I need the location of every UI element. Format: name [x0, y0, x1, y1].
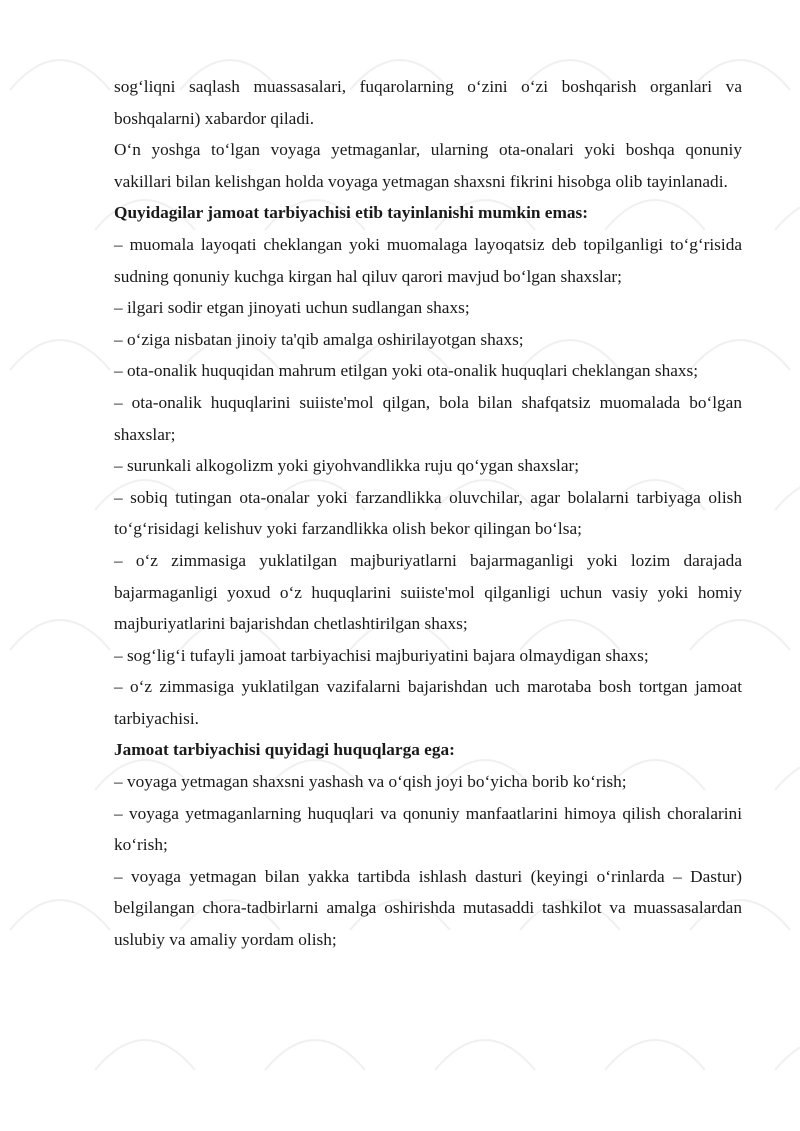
watermark-stroke [605, 1040, 705, 1070]
list-item-right: – voyaga yetmaganlarning huquqlari va qonuniy manfaatlarini himoya qilish choralarini ko‘rish; [114, 803, 742, 855]
paragraph-age-ten-consent: O‘n yoshga to‘lgan voyaga yetmaganlar, ularning ota-onalari yoki boshqa qonuniy vakillari bilan kelishgan holda voyaga yetmagan shaxsni fikrini hisobga olib tayinlanadi. [114, 140, 742, 191]
heading-tutor-rights: Jamoat tarbiyachisi quyidagi huquqlarga ega: [114, 740, 455, 760]
watermark-stroke [775, 200, 800, 230]
watermark-stroke [10, 60, 110, 90]
list-item-ineligible: – o‘ziga nisbatan jinoiy ta'qib amalga oshirilayotgan shaxs; [114, 329, 524, 349]
list-item-right: – voyaga yetmagan bilan yakka tartibda ishlash dasturi (keyingi o‘rinlarda – Dastur) belgilangan chora-tadbirlarni amalga oshirishda mutasaddi tashkilot va muassasalardan uslubiy va amaliy yordam olish; [114, 866, 742, 950]
heading-ineligible-persons: Quyidagilar jamoat tarbiyachisi etib tayinlanishi mumkin emas: [114, 203, 588, 223]
watermark-stroke [265, 1040, 365, 1070]
watermark-stroke [10, 620, 110, 650]
list-item-ineligible: – ota-onalik huquqidan mahrum etilgan yoki ota-onalik huquqlari cheklangan shaxs; [114, 361, 699, 381]
list-item-ineligible: – o‘z zimmasiga yuklatilgan majburiyatlarni bajarmaganligi yoki lozim darajada bajarmaganligi yoxud o‘z huquqlarini suiiste'mol qilganligi uchun vasiy yoki homiy majburiyatlarini bajarishdan chetlashtirilgan shaxs; [114, 550, 742, 634]
watermark-stroke [775, 760, 800, 790]
list-item-ineligible: – ilgari sodir etgan jinoyati uchun sudlangan shaxs; [114, 298, 470, 318]
watermark-stroke [10, 900, 110, 930]
list-item-ineligible: – ota-onalik huquqlarini suiiste'mol qilgan, bola bilan shafqatsiz muomalada bo‘lgan shaxslar; [114, 392, 742, 444]
watermark-stroke [435, 1040, 535, 1070]
list-item-ineligible: – o‘z zimmasiga yuklatilgan vazifalarni bajarishdan uch marotaba bosh tortgan jamoat tarbiyachisi. [114, 677, 742, 728]
list-item-ineligible: – sobiq tutingan ota-onalar yoki farzandlikka oluvchilar, agar bolalarni tarbiyaga olish to‘g‘risidagi kelishuv yoki farzandlikka olish bekor qilingan bo‘lsa; [114, 487, 742, 539]
paragraph-notification-end: sog‘liqni saqlash muassasalari, fuqarolarning o‘zini o‘zi boshqarish organlari va boshqalarni) xabardor qiladi. [114, 77, 742, 128]
watermark-stroke [775, 480, 800, 510]
watermark-stroke [10, 340, 110, 370]
list-item-ineligible: – sog‘lig‘i tufayli jamoat tarbiyachisi majburiyatini bajara olmaydigan shaxs; [114, 645, 649, 665]
document-page [114, 71, 742, 956]
watermark-stroke [95, 1040, 195, 1070]
watermark-stroke [775, 1040, 800, 1070]
list-item-ineligible: – muomala layoqati cheklangan yoki muomalaga layoqatsiz deb topilganligi to‘g‘risida sudning qonuniy kuchga kirgan hal qiluv qarori mavjud bo‘lgan shaxslar; [114, 234, 742, 286]
list-item-right: – voyaga yetmagan shaxsni yashash va o‘qish joyi bo‘yicha borib ko‘rish; [114, 772, 627, 792]
list-item-ineligible: – surunkali alkogolizm yoki giyohvandlikka ruju qo‘ygan shaxslar; [114, 456, 580, 476]
